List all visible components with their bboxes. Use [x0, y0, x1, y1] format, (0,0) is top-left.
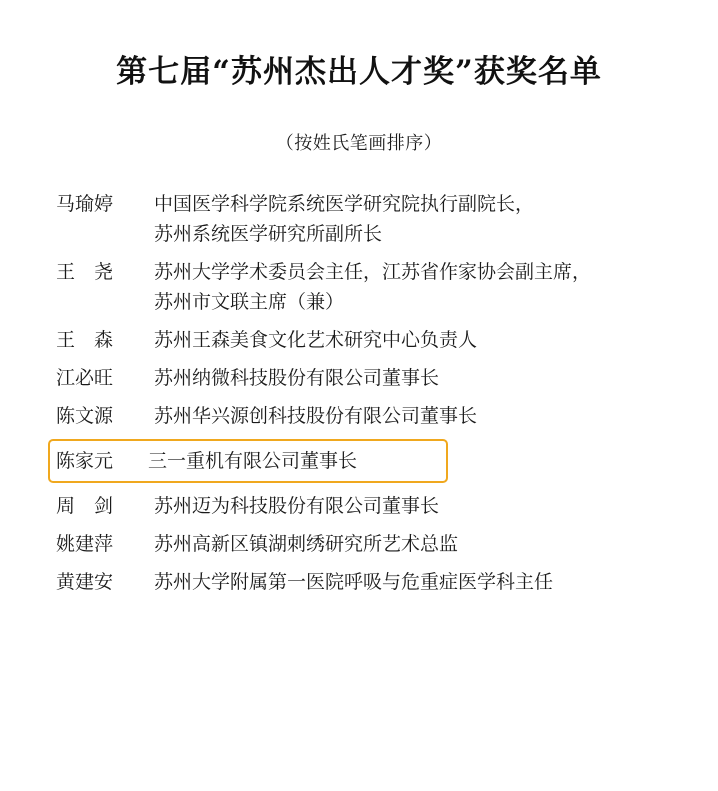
recipient-description-line1: 苏州华兴源创科技股份有限公司董事长: [154, 405, 478, 427]
list-item: [56, 529, 688, 559]
list-item: [56, 325, 688, 355]
recipient-description: [154, 491, 439, 521]
recipient-name: 马瑜婷: [56, 193, 114, 215]
recipient-description-line1: 苏州大学附属第一医院呼吸与危重症医学科主任: [154, 571, 554, 593]
recipient-description-line1: 苏州王森美食文化艺术研究中心负责人: [154, 329, 478, 351]
list-item: [56, 567, 688, 597]
recipient-description-line1: 中国医学科学院系统医学研究院执行副院长，: [154, 193, 535, 215]
recipient-description-line1: 苏州迈为科技股份有限公司董事长: [154, 495, 440, 517]
recipient-description-line2: 苏州市文联主席（兼）: [154, 291, 345, 313]
recipient-description: [154, 363, 439, 393]
recipient-name: 陈家元: [56, 450, 114, 472]
recipient-name: 周 剑: [56, 495, 114, 517]
recipient-description: [154, 567, 553, 597]
recipient-name: 姚建萍: [56, 533, 114, 555]
page-subtitle: （按姓氏笔画排序）: [275, 133, 443, 154]
recipient-name: 黄建安: [56, 571, 114, 593]
recipient-description-line1: 苏州大学学术委员会主任，江苏省作家协会副主席，: [154, 261, 592, 283]
award-recipient-list: [0, 189, 718, 597]
recipient-name: 江必旺: [56, 367, 114, 389]
list-item: [56, 189, 688, 249]
recipient-description: [154, 257, 591, 317]
list-item: [56, 257, 688, 317]
recipient-description: [154, 401, 477, 431]
recipient-description-line1: 三一重机有限公司董事长: [148, 450, 358, 472]
list-item: [56, 491, 688, 521]
recipient-description: [154, 189, 534, 249]
document-page: [0, 46, 718, 791]
list-item-highlighted: [48, 439, 448, 483]
page-title: 第七届“苏州杰出人才奖”获奖名单: [116, 54, 602, 90]
recipient-description-line2: 苏州系统医学研究所副所长: [154, 223, 383, 245]
recipient-name: 王 森: [56, 329, 114, 351]
recipient-description: [148, 446, 357, 476]
recipient-description-line1: 苏州纳微科技股份有限公司董事长: [154, 367, 440, 389]
recipient-name: 陈文源: [56, 405, 114, 427]
list-item: [56, 401, 688, 431]
recipient-description-line1: 苏州高新区镇湖刺绣研究所艺术总监: [154, 533, 459, 555]
recipient-name: 王 尧: [56, 261, 114, 283]
recipient-description: [154, 325, 477, 355]
recipient-description: [154, 529, 458, 559]
list-item: [56, 363, 688, 393]
